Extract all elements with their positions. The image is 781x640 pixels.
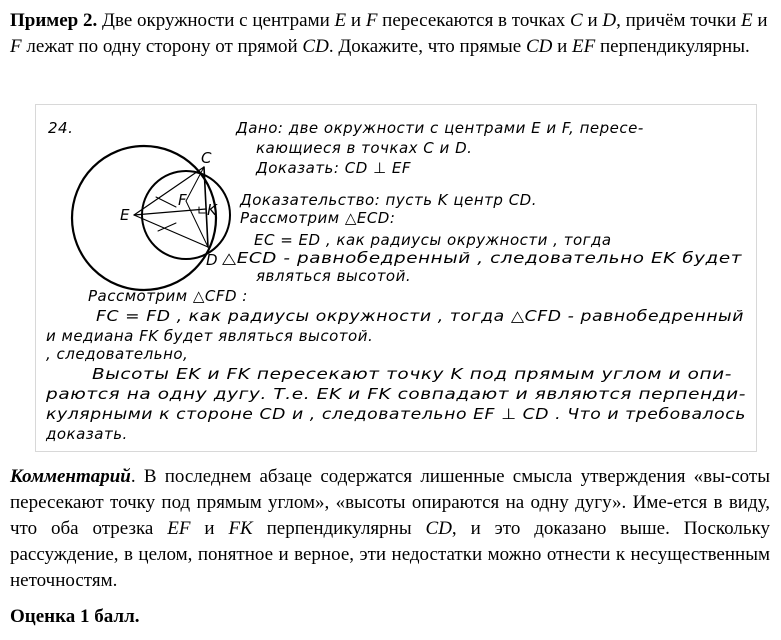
hw-line: Рассмотрим △ECD: <box>240 209 396 227</box>
var-EF: EF <box>572 36 596 57</box>
problem-text: и <box>752 10 768 31</box>
var-EF: EF <box>167 518 191 539</box>
var-CD: CD <box>525 36 553 57</box>
comment-label: Комментарий <box>10 466 131 487</box>
label-D: D <box>206 251 219 269</box>
hw-line: раются на одну дугу. Т.е. EK и FK совпадают и являются перпенди- <box>44 385 746 403</box>
hw-line: и медиана FK будет являться высотой. <box>46 327 374 345</box>
segment-FD <box>186 201 208 247</box>
var-E: E <box>741 10 753 31</box>
segment-EK <box>134 209 206 215</box>
hw-line: EC = ED , как радиусы окружности , тогда <box>254 231 612 249</box>
label-C: C <box>201 149 212 167</box>
hw-line: Доказательство: пусть K центр CD. <box>240 191 537 209</box>
problem-text: Две окружности с центрами <box>97 10 335 31</box>
hw-line: Дано: две окружности с центрами E и F, пересе- <box>236 119 644 137</box>
hatch-mark <box>156 197 176 207</box>
problem-text: , причём точки <box>616 10 741 31</box>
problem-statement <box>10 8 770 60</box>
var-FK: FK <box>228 518 253 539</box>
var-C: C <box>570 10 583 31</box>
problem-text: . Докажите, что прямые <box>328 36 526 57</box>
problem-text: перпендикулярны. <box>595 36 750 57</box>
hw-line: Доказать: CD ⊥ EF <box>256 159 411 177</box>
problem-text: и <box>582 10 603 31</box>
var-E: E <box>334 10 347 31</box>
label-E: E <box>120 206 130 224</box>
hw-line: кулярными к стороне CD и , следовательно EF ⊥ CD . Что и требовалось <box>46 405 746 423</box>
hw-line: являться высотой. <box>256 267 412 285</box>
problem-text: пересекаются в точках <box>377 10 571 31</box>
label-K: K <box>207 201 218 219</box>
problem-text: лежат по одну сторону от прямой <box>21 36 303 57</box>
var-CD: CD <box>425 518 452 539</box>
var-F: F <box>10 36 22 57</box>
problem-label: Пример 2. <box>10 10 98 31</box>
hw-line: доказать. <box>46 425 128 443</box>
grade-line: Оценка 1 балл. <box>10 606 140 627</box>
handwritten-solution-scan <box>35 104 757 452</box>
hw-line: , следовательно, <box>46 345 189 363</box>
hw-line: △ECD - равнобедренный , следовательно EK будет <box>222 249 743 267</box>
solution-number: 24. <box>48 119 74 137</box>
comment-paragraph <box>10 464 770 594</box>
comment-text: . В последнем абзаце содержатся лишенные смысла утверждения «вы-соты пересекают точку под прямым углом», «высоты опираются на одну дугу». Име-ется в виду, что оба отрезка <box>10 466 770 539</box>
problem-text: и <box>346 10 366 31</box>
comment-text: , и это доказано выше. Поскольку рассуждение, в целом, понятное и верное, эти недостатки можно отнести к несущественным неточностям. <box>10 518 770 591</box>
hw-line: Рассмотрим △CFD : <box>88 287 248 305</box>
label-F: F <box>178 191 188 209</box>
hw-line: кающиеся в точках C и D. <box>256 139 473 157</box>
var-CD: CD <box>302 36 329 57</box>
comment-text: и <box>190 518 229 539</box>
hw-line: FC = FD , как радиусы окружности , тогда △CFD - равнобедренный <box>96 307 744 325</box>
solution-svg <box>36 105 756 451</box>
var-F: F <box>365 10 378 31</box>
var-D: D <box>602 10 617 31</box>
comment-text: перпендикулярны <box>252 518 426 539</box>
problem-text: и <box>552 36 573 57</box>
hw-line: Высоты EK и FK пересекают точку K под прямым углом и опи- <box>92 365 732 383</box>
